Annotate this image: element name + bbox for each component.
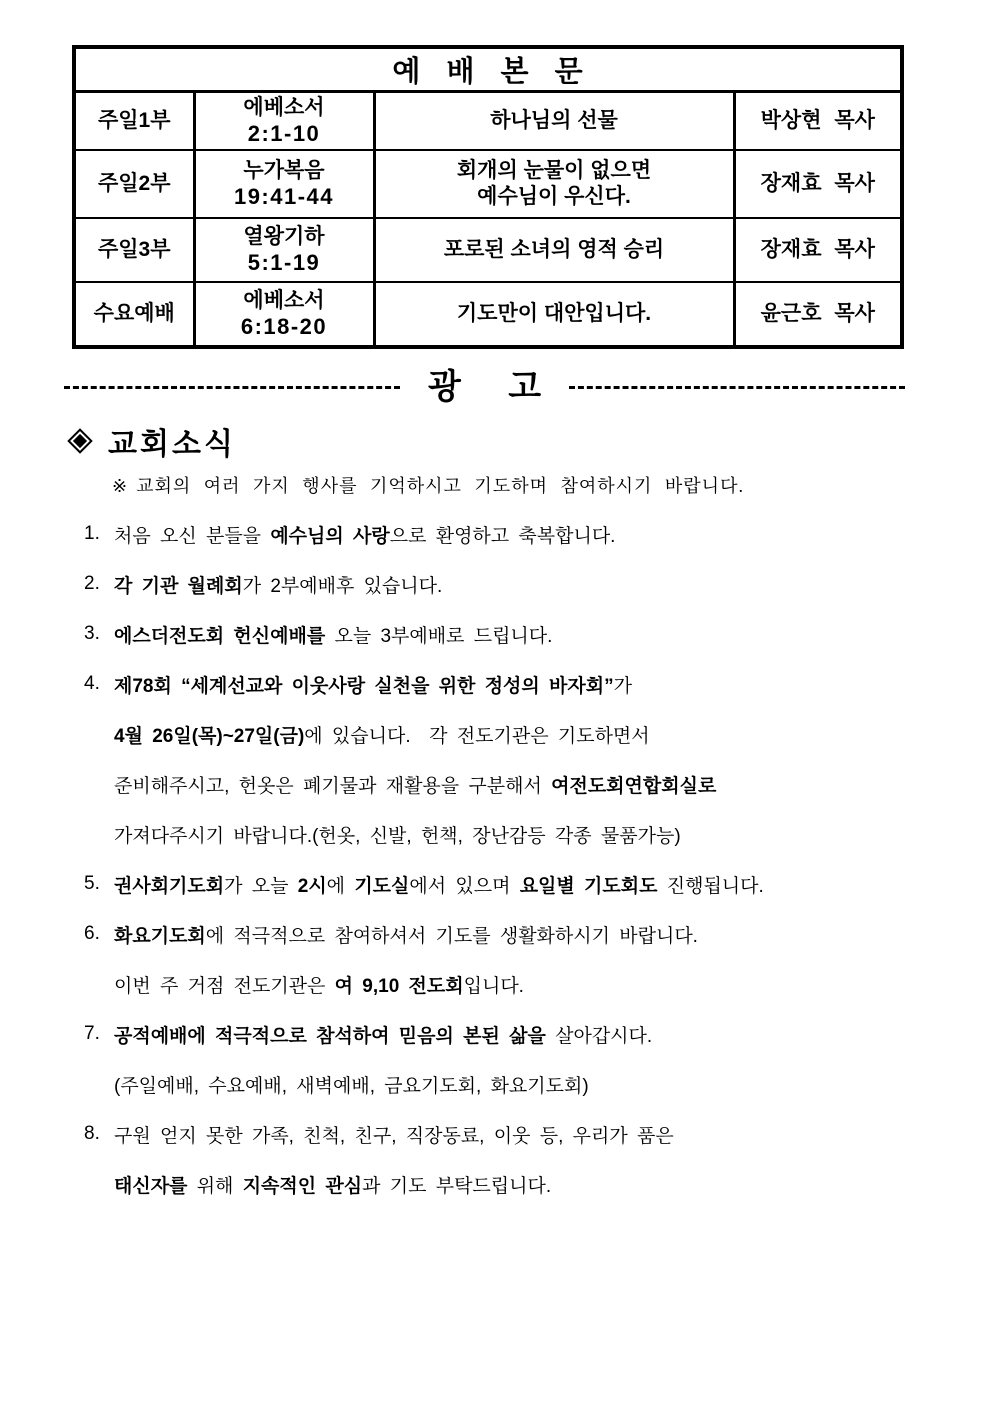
announcement-line bbox=[84, 609, 992, 659]
church-news-note-text: 교회의 여러 가지 행사를 기억하시고 기도하며 참여하시기 바랍니다. bbox=[136, 476, 744, 496]
sermon-title-line: 예수님이 우신다. bbox=[477, 185, 631, 208]
sermon-title-cell bbox=[374, 282, 734, 347]
item-number: 6. bbox=[84, 923, 100, 944]
announcement-item bbox=[84, 509, 992, 559]
preacher-cell: 윤근호 목사 bbox=[734, 282, 902, 347]
worship-table-row bbox=[74, 282, 902, 347]
item-number: 8. bbox=[84, 1123, 100, 1144]
announcement-line bbox=[84, 909, 992, 959]
announcement-item bbox=[84, 909, 992, 1009]
scripture-book: 에베소서 bbox=[243, 96, 325, 119]
announcement-text: 처음 오신 분들을 예수님의 사랑으로 환영하고 축복합니다. bbox=[114, 525, 616, 547]
announcement-line bbox=[84, 709, 992, 759]
item-number: 7. bbox=[84, 1023, 100, 1044]
church-news-note bbox=[112, 472, 992, 498]
worship-scripture-table bbox=[72, 45, 904, 349]
scripture-book: 누가복음 bbox=[243, 159, 325, 182]
announcement-text: 가져다주시기 바랍니다.(헌옷, 신발, 헌책, 장난감등 각종 물품가능) bbox=[114, 825, 681, 847]
announcement-line bbox=[84, 559, 992, 609]
announcement-line bbox=[84, 959, 992, 1009]
item-number: 3. bbox=[84, 623, 100, 644]
church-news-title: 교회소식 bbox=[108, 428, 236, 461]
announcement-item bbox=[84, 559, 992, 609]
announcement-text: 4월 26일(목)~27일(금)에 있습니다. 각 전도기관은 기도하면서 bbox=[114, 725, 650, 747]
scripture-verse: 6:18-20 bbox=[240, 314, 328, 339]
announcement-line bbox=[84, 509, 992, 559]
announcement-item bbox=[84, 1009, 992, 1109]
announcement-line bbox=[84, 1109, 992, 1159]
announcement-text: 준비해주시고, 헌옷은 폐기물과 재활용을 구분해서 여전도회연합회실로 bbox=[114, 775, 717, 797]
preacher-cell: 장재효 목사 bbox=[734, 218, 902, 282]
sermon-title-line: 기도만이 대안입니다. bbox=[456, 302, 652, 325]
announcement-text: 이번 주 거점 전도기관은 여 9,10 전도회입니다. bbox=[114, 975, 524, 997]
announcement-line bbox=[84, 659, 992, 709]
item-number: 1. bbox=[84, 523, 100, 544]
announcement-text: 태신자를 위해 지속적인 관심과 기도 부탁드립니다. bbox=[114, 1175, 552, 1197]
sermon-title-cell bbox=[374, 150, 734, 218]
scripture-cell bbox=[194, 92, 374, 151]
announcement-text: 구원 얻지 못한 가족, 친척, 친구, 직장동료, 이웃 등, 우리가 품은 bbox=[114, 1125, 674, 1147]
scripture-book: 에베소서 bbox=[243, 289, 325, 312]
announcement-text: 권사회기도회가 오늘 2시에 기도실에서 있으며 요일별 기도회도 진행됩니다. bbox=[114, 875, 764, 897]
sermon-title-cell bbox=[374, 218, 734, 282]
preacher-cell: 박상현 목사 bbox=[734, 92, 902, 151]
announcement-title: 광 고 bbox=[427, 368, 542, 406]
diamond-icon bbox=[67, 428, 92, 453]
scripture-verse: 19:41-44 bbox=[233, 184, 335, 209]
scripture-verse: 2:1-10 bbox=[247, 121, 321, 146]
announcement-section-header bbox=[64, 369, 905, 405]
sermon-title-line: 포로된 소녀의 영적 승리 bbox=[443, 238, 665, 261]
announcement-item bbox=[84, 859, 992, 909]
scripture-cell bbox=[194, 282, 374, 347]
item-number: 4. bbox=[84, 673, 100, 694]
announcement-line bbox=[84, 809, 992, 859]
service-cell: 주일2부 bbox=[74, 150, 194, 218]
scripture-cell bbox=[194, 218, 374, 282]
announcement-text: 화요기도회에 적극적으로 참여하셔서 기도를 생활화하시기 바랍니다. bbox=[114, 925, 698, 947]
announcement-text: 각 기관 월례회가 2부예배후 있습니다. bbox=[114, 575, 443, 597]
announcement-text: (주일예배, 수요예배, 새벽예배, 금요기도회, 화요기도회) bbox=[114, 1075, 589, 1097]
sermon-title-line: 회개의 눈물이 없으면 bbox=[456, 159, 652, 182]
dash-line-left bbox=[64, 386, 400, 389]
church-news-heading bbox=[68, 419, 992, 463]
reference-mark: ※ bbox=[112, 476, 129, 496]
announcement-text: 공적예배에 적극적으로 참석하여 믿음의 본된 삶을 살아갑시다. bbox=[114, 1025, 653, 1047]
service-cell: 주일1부 bbox=[74, 92, 194, 151]
worship-table-row bbox=[74, 92, 902, 151]
announcement-line bbox=[84, 1159, 992, 1209]
worship-table-row bbox=[74, 218, 902, 282]
scripture-book: 열왕기하 bbox=[243, 225, 325, 248]
sermon-title-line: 하나님의 선물 bbox=[490, 109, 618, 132]
worship-table-row bbox=[74, 150, 902, 218]
announcement-text: 제78회 “세계선교와 이웃사랑 실천을 위한 정성의 바자회”가 bbox=[114, 675, 632, 697]
scripture-cell bbox=[194, 150, 374, 218]
announcement-item bbox=[84, 659, 992, 859]
announcement-line bbox=[84, 859, 992, 909]
dash-line-right bbox=[569, 386, 905, 389]
service-cell: 수요예배 bbox=[74, 282, 194, 347]
worship-table-title: 예 배 본 문 bbox=[74, 47, 902, 92]
announcement-line bbox=[84, 1009, 992, 1059]
service-cell: 주일3부 bbox=[74, 218, 194, 282]
item-number: 5. bbox=[84, 873, 100, 894]
announcement-line bbox=[84, 759, 992, 809]
scripture-verse: 5:1-19 bbox=[247, 250, 321, 275]
preacher-cell: 장재효 목사 bbox=[734, 150, 902, 218]
announcement-line bbox=[84, 1059, 992, 1109]
announcement-text: 에스더전도회 헌신예배를 오늘 3부예배로 드립니다. bbox=[114, 625, 553, 647]
announcement-list bbox=[84, 509, 992, 1209]
announcement-item bbox=[84, 1109, 992, 1209]
announcement-item bbox=[84, 609, 992, 659]
item-number: 2. bbox=[84, 573, 100, 594]
worship-table-title-row bbox=[74, 47, 902, 92]
sermon-title-cell bbox=[374, 92, 734, 151]
